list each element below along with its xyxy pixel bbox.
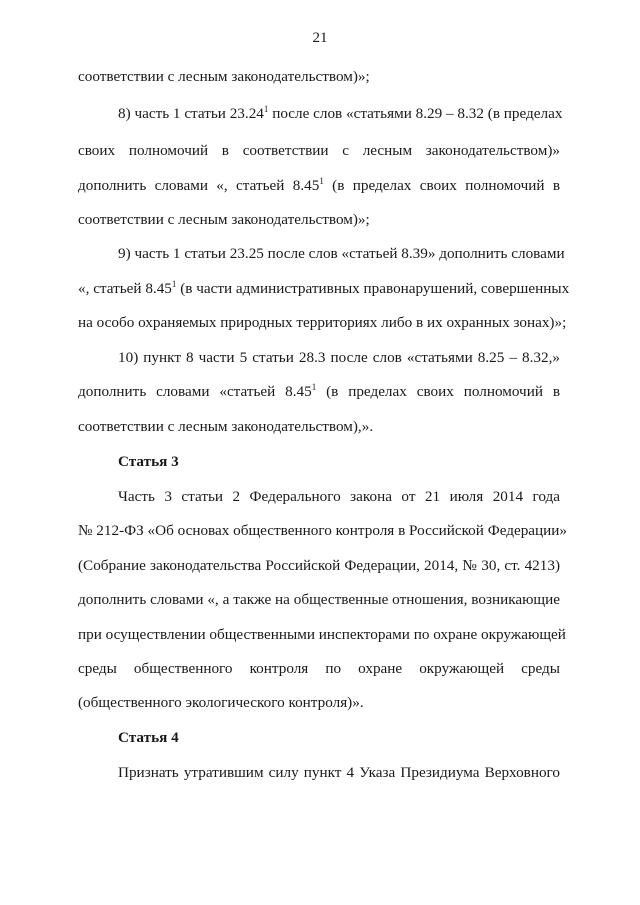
list-item-10: 10) пункт 8 части 5 статьи 28.3 после слов «статьями 8.25 – 8.32,» [118,349,560,366]
text-line: дополнить словами «, статьей 8.45$^1$ (в пределах своих полномочий в [78,176,560,194]
list-item-8: 8) часть 1 статьи 23.24$^1$ после слов «статьями 8.29 – 8.32 (в пределах [118,104,563,122]
article-4-paragraph: Признать утратившим силу пункт 4 Указа Президиума Верховного [118,764,560,781]
text-line: соответствии с лесным законодательством),». [78,418,374,435]
text-line: соответствии с лесным законодательством)»; [78,211,370,228]
page-number: 21 [312,30,328,46]
article-4-heading: Статья 4 [118,729,179,746]
text-line: (общественного экологического контроля)». [78,694,364,711]
article-3-paragraph: Часть 3 статьи 2 Федерального закона от 21 июля 2014 года [118,488,560,505]
text-line: на особо охраняемых природных территориях либо в их охранных зонах)»; [78,314,567,331]
text-line: (Собрание законодательства Российской Федерации, 2014, № 30, ст. 4213) [78,557,560,574]
text-line: среды общественного контроля по охране окружающей среды [78,660,560,677]
text-line: при осуществлении общественными инспекторами по охране окружающей [78,626,566,643]
article-3-heading: Статья 3 [118,453,179,470]
text-line: дополнить словами «, а также на общественные отношения, возникающие [78,591,560,608]
text-line: № 212-ФЗ «Об основах общественного контроля в Российской Федерации» [78,522,568,539]
list-item-9: 9) часть 1 статьи 23.25 после слов «статьей 8.39» дополнить словами [118,245,565,262]
text-line: «, статьей 8.45$^1$ (в части административных правонарушений, совершенных [78,279,570,297]
text-line: дополнить словами «статьей 8.45$^1$ (в пределах своих полномочий в [78,382,560,400]
text-line: соответствии с лесным законодательством)»; [78,68,370,85]
text-line: своих полномочий в соответствии с лесным законодательством)» [78,142,560,159]
